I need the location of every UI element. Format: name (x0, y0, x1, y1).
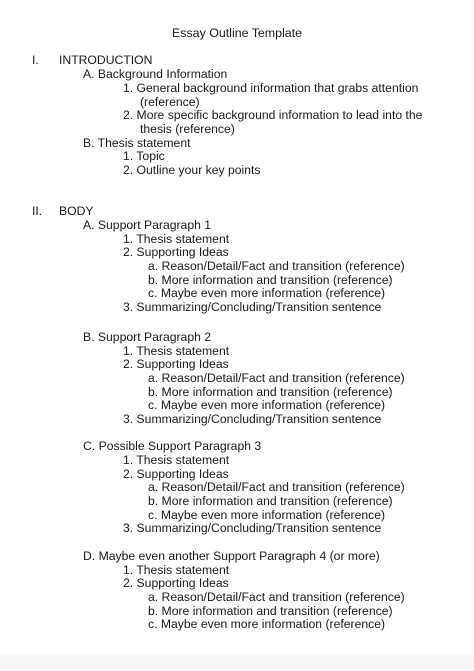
outline-line: b. More information and transition (reference) (148, 604, 393, 618)
outline-line: B. Thesis statement (83, 136, 191, 150)
outline-line: 2. Supporting Ideas (123, 245, 229, 259)
outline-line: 3. Summarizing/Concluding/Transition sentence (123, 300, 382, 314)
outline-line: b. More information and transition (reference) (148, 494, 393, 508)
outline-line: thesis (reference) (140, 122, 235, 136)
outline-line: c. Maybe even more information (reference) (148, 286, 386, 300)
outline-line: 2. Supporting Ideas (123, 467, 229, 481)
outline-line: 3. Summarizing/Concluding/Transition sentence (123, 521, 382, 535)
outline-line: C. Possible Support Paragraph 3 (83, 439, 262, 453)
outline-line: a. Reason/Detail/Fact and transition (reference) (148, 480, 405, 494)
page-bottom-strip (0, 654, 474, 671)
outline-line: 1. Topic (123, 149, 165, 163)
outline-line: A. Support Paragraph 1 (83, 218, 212, 232)
outline-line: A. Background Information (83, 67, 228, 81)
outline-line: 2. Supporting Ideas (123, 357, 229, 371)
outline-line: 3. Summarizing/Concluding/Transition sentence (123, 412, 382, 426)
outline-line: b. More information and transition (reference) (148, 385, 393, 399)
outline-line: BODY (59, 204, 94, 218)
outline-line: a. Reason/Detail/Fact and transition (reference) (148, 371, 405, 385)
outline-line: b. More information and transition (reference) (148, 273, 393, 287)
outline-line: D. Maybe even another Support Paragraph 4 (or more) (83, 549, 380, 563)
outline-line: B. Support Paragraph 2 (83, 330, 212, 344)
outline-line: 1. Thesis statement (123, 232, 230, 246)
outline-line: c. Maybe even more information (reference) (148, 398, 386, 412)
outline-line: 1. Thesis statement (123, 344, 230, 358)
outline-line: a. Reason/Detail/Fact and transition (reference) (148, 259, 405, 273)
outline-line: INTRODUCTION (59, 53, 153, 67)
outline-line: c. Maybe even more information (reference) (148, 508, 386, 522)
outline-line: 1. Thesis statement (123, 453, 230, 467)
outline-line: I. (32, 53, 39, 67)
outline-line: 1. Thesis statement (123, 563, 230, 577)
document-title: Essay Outline Template (172, 26, 302, 40)
outline-line: II. (32, 204, 43, 218)
outline-line: 1. General background information that grabs attention (123, 81, 419, 95)
outline-line: a. Reason/Detail/Fact and transition (reference) (148, 590, 405, 604)
outline-line: 2. Supporting Ideas (123, 576, 229, 590)
outline-line: c. Maybe even more information (reference) (148, 617, 386, 631)
outline-line: 2. Outline your key points (123, 163, 261, 177)
outline-line: 2. More specific background information to lead into the (123, 108, 423, 122)
outline-line: (reference) (140, 95, 200, 109)
